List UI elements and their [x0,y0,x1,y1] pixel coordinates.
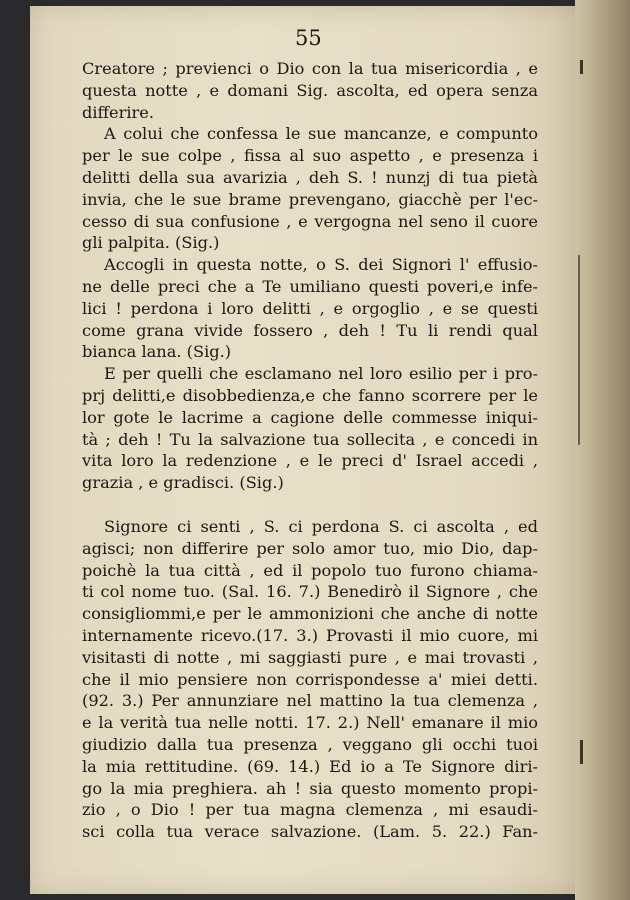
text-line: Accogli in questa notte, o S. dei Signori l' effusio- [104,255,538,275]
page-number: 55 [295,26,322,50]
paragraph [82,123,538,254]
text-line: sci colla tua verace salvazione. (Lam. 5. 22.) Fan- [82,822,538,842]
book-spine [575,0,630,900]
text-line: ne delle preci che a Te umiliano questi poveri,e infe- [82,276,538,296]
body-text [82,58,538,843]
text-line: come grana vivide fossero , deh ! Tu li rendi qual [82,320,538,340]
text-line: (92. 3.) Per annunziare nel mattino la tua clemenza , [82,691,538,711]
text-line: E per quelli che esclamano nel loro esilio per i pro- [104,364,538,384]
paragraph [82,58,538,123]
text-line: per le sue colpe , fissa al suo aspetto , e presenza i [82,146,538,166]
text-line: e la verità tua nelle notti. 17. 2.) Nell' emanare il mio [82,713,538,733]
text-line: ti col nome tuo. (Sal. 16. 7.) Benedirò il Signore , che [82,582,538,602]
text-line: grazia , e gradisci. (Sig.) [82,473,284,493]
text-line: visitasti di notte , mi saggiasti pure , e mai trovasti , [82,647,538,667]
text-line: zio , o Dio ! per tua magna clemenza , mi esaudi- [82,800,538,820]
text-line: go la mia preghiera. ah ! sia questo momento propi- [82,778,538,798]
binding-thread [578,255,580,445]
binding-thread [580,740,583,764]
text-line: vita loro la redenzione , e le preci d' Israel accedi , [82,451,538,471]
text-line: che il mio pensiere non corrispondesse a' miei detti. [82,669,538,689]
text-line: internamente ricevo.(17. 3.) Provasti il mio cuore, mi [82,625,538,645]
text-line: bianca lana. (Sig.) [82,342,232,362]
text-line: differire. [82,102,154,122]
paragraph [82,516,538,843]
text-line: questa notte , e domani Sig. ascolta, ed opera senza [82,80,538,100]
text-line: Creatore ; previenci o Dio con la tua misericordia , e [82,59,538,78]
text-line: cesso di sua confusione , e vergogna nel seno il cuore [82,211,538,231]
text-line: consigliommi,e per le ammonizioni che anche di notte [82,604,538,624]
text-line: lor gote le lacrime a cagione delle commesse iniqui- [82,407,538,427]
text-line: agisci; non differire per solo amor tuo, mio Dio, dap- [82,538,538,558]
text-line: Signore ci senti , S. ci perdona S. ci ascolta , ed [104,516,538,536]
text-line: invia, che le sue brame prevengano, giacchè per l'ec- [82,189,538,209]
text-line: gli palpita. (Sig.) [82,233,220,253]
binding-thread [580,60,583,74]
paragraph [82,254,538,363]
text-line: la mia rettitudine. (69. 14.) Ed io a Te Signore diri- [82,756,538,776]
text-line: A colui che confessa le sue mancanze, e compunto [104,124,538,144]
text-line: giudizio dalla tua presenza , veggano gli occhi tuoi [82,734,538,754]
paragraph [82,363,538,494]
text-line: lici ! perdona i loro delitti , e orgoglio , e se questi [82,298,538,318]
text-line: tà ; deh ! Tu la salvazione tua sollecita , e concedi in [82,429,538,449]
text-line: poichè la tua città , ed il popolo tuo furono chiama- [82,560,538,580]
section-gap [82,494,538,516]
text-line: delitti della sua avarizia , deh S. ! nunzj di tua pietà [82,167,538,187]
text-line: prj delitti,e disobbedienza,e che fanno scorrere per le [82,385,538,405]
